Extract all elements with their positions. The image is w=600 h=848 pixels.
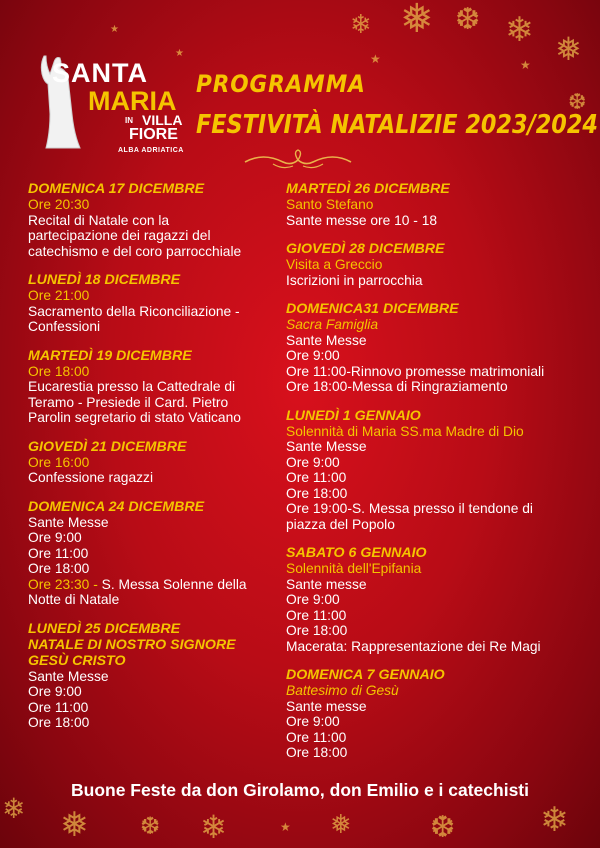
event-day: GIOVEDÌ 21 DICEMBRE [28, 438, 187, 455]
event-line: Ore 11:00 [286, 607, 347, 623]
ornament-divider-icon [243, 148, 353, 172]
snowflake-icon: ❅ [330, 810, 352, 840]
event-line: Iscrizioni in parrocchia [286, 272, 423, 288]
event-day: LUNEDÌ 18 DICEMBRE [28, 272, 181, 288]
snowflake-icon: ❆ [430, 810, 456, 845]
event-line: Ore 9:00 [28, 530, 82, 545]
event-line: Sacramento della Riconciliazione - [28, 303, 240, 319]
event-block [28, 499, 310, 608]
event-time: Ore 21:00 [28, 288, 90, 303]
event-line: catechismo e del coro parrocchiale [28, 243, 242, 259]
star-icon: ★ [280, 820, 291, 834]
logo-in: IN [125, 116, 133, 125]
event-time: Ore 18:00 [28, 363, 90, 379]
star-icon: ★ [175, 48, 184, 59]
event-line: Ore 18:00 [28, 715, 90, 730]
event-line: Ore 18:00-Messa di Ringraziamento [286, 379, 508, 394]
snowflake-icon: ❄ [350, 10, 372, 40]
snowflake-icon: ❄ [200, 808, 227, 846]
event-block [28, 181, 310, 259]
event-day: GIOVEDÌ 28 DICEMBRE [286, 241, 445, 257]
event-line: Eucarestia presso la Cattedrale di [28, 379, 236, 394]
snowflake-icon: ❄ [2, 792, 26, 825]
event-line [28, 577, 310, 593]
event-subtitle: Solennità dell'Epifania [286, 561, 422, 576]
event-line: Ore 11:00 [286, 729, 347, 745]
schedule-right-column [286, 181, 584, 774]
snowflake-icon: ❆ [568, 90, 587, 115]
event-line: Sante messe [286, 698, 367, 714]
event-line: Teramo - Presiede il Card. Pietro [28, 394, 229, 410]
event-day-title: GESÙ CRISTO [28, 652, 126, 669]
event-day: MARTEDÌ 26 DICEMBRE [286, 181, 450, 197]
event-subtitle: Visita a Greccio [286, 257, 383, 272]
event-block [286, 301, 584, 395]
event-line: Recital di Natale con la [28, 212, 170, 228]
event-block [286, 667, 584, 761]
program-title: PROGRAMMA [196, 70, 366, 98]
event-line: Sante messe [286, 576, 367, 592]
event-day: DOMENICA31 DICEMBRE [286, 301, 459, 317]
event-line: Macerata: Rappresentazione dei Re Magi [286, 638, 541, 654]
event-time: Ore 16:00 [28, 454, 90, 470]
event-line: Ore 19:00-S. Messa presso il tendone di [286, 501, 533, 516]
event-day-title: NATALE DI NOSTRO SIGNORE [28, 636, 236, 653]
event-block [28, 621, 310, 731]
event-day: DOMENICA 24 DICEMBRE [28, 498, 205, 515]
event-line: partecipazione dei ragazzi del [28, 228, 211, 243]
logo-fiore: FIORE [129, 126, 178, 143]
event-line: Ore 11:00 [286, 470, 347, 485]
event-line: Ore 11:00 [28, 699, 89, 715]
event-line: Ore 18:00 [28, 561, 90, 576]
snowflake-icon: ❆ [140, 812, 161, 840]
snowflake-icon: ❅ [60, 805, 89, 845]
event-subtitle: Solennità di Maria SS.ma Madre di Dio [286, 423, 524, 439]
event-subtitle: Santo Stefano [286, 197, 374, 212]
event-day: MARTEDÌ 19 DICEMBRE [28, 347, 192, 364]
event-time: Ore 23:30 - [28, 576, 98, 592]
event-line: piazza del Popolo [286, 516, 395, 532]
event-line: Confessioni [28, 319, 101, 334]
event-time: Ore 20:30 [28, 197, 90, 212]
event-line: Ore 18:00 [286, 745, 348, 760]
event-block [286, 408, 584, 533]
event-text: S. Messa Solenne della [97, 576, 247, 592]
star-icon: ★ [370, 52, 381, 66]
program-subtitle: FESTIVITÀ NATALIZIE 2023/2024 [196, 110, 598, 140]
parish-logo [30, 48, 195, 158]
logo-santa: SANTA [52, 58, 148, 88]
event-line: Ore 9:00 [28, 684, 82, 699]
snowflake-icon: ❄ [540, 800, 569, 840]
event-block [28, 272, 310, 335]
event-line: Ore 18:00 [286, 485, 348, 501]
event-line: Ore 11:00 [28, 545, 89, 561]
logo-villa: VILLA [142, 112, 183, 128]
star-icon: ★ [110, 24, 119, 35]
event-subtitle: Battesimo di Gesù [286, 683, 399, 698]
event-line: Sante Messe [286, 332, 367, 348]
event-block [28, 439, 310, 486]
logo-maria: MARIA [88, 86, 177, 116]
snowflake-icon: ❆ [455, 2, 481, 37]
event-line: Parolin segretario di stato Vaticano [28, 410, 241, 425]
event-line: Ore 9:00 [286, 714, 340, 729]
event-line: Ore 9:00 [286, 454, 340, 470]
event-day: LUNEDÌ 1 GENNAIO [286, 407, 421, 424]
event-line: Notte di Natale [28, 592, 120, 607]
event-line: Confessione ragazzi [28, 470, 154, 485]
event-line: Sante Messe [28, 668, 109, 684]
star-icon: ★ [520, 58, 531, 72]
event-day: LUNEDÌ 25 DICEMBRE [28, 620, 181, 637]
event-line: Ore 18:00 [286, 623, 348, 638]
event-line: Sante messe ore 10 - 18 [286, 212, 438, 228]
logo-alba-adriatica: ALBA ADRIATICA [118, 147, 184, 154]
snowflake-icon: ❅ [555, 30, 582, 68]
event-day: SABATO 6 GENNAIO [286, 545, 427, 561]
event-line: Ore 11:00-Rinnovo promesse matrimoniali [286, 363, 545, 379]
event-line: Sante Messe [286, 439, 367, 454]
event-block [286, 241, 584, 288]
event-line: Ore 9:00 [286, 348, 340, 363]
event-block [28, 348, 310, 426]
event-subtitle: Sacra Famiglia [286, 317, 379, 332]
event-block [286, 181, 584, 228]
event-block [286, 545, 584, 654]
event-day: DOMENICA 17 DICEMBRE [28, 181, 205, 197]
snowflake-icon: ❅ [400, 0, 434, 42]
footer-greeting: Buone Feste da don Girolamo, don Emilio e i catechisti [71, 780, 529, 800]
snowflake-icon: ❄ [505, 10, 534, 50]
event-line: Ore 9:00 [286, 592, 340, 607]
schedule-left-column [28, 181, 310, 744]
event-day: DOMENICA 7 GENNAIO [286, 667, 445, 683]
event-line: Sante Messe [28, 514, 109, 530]
